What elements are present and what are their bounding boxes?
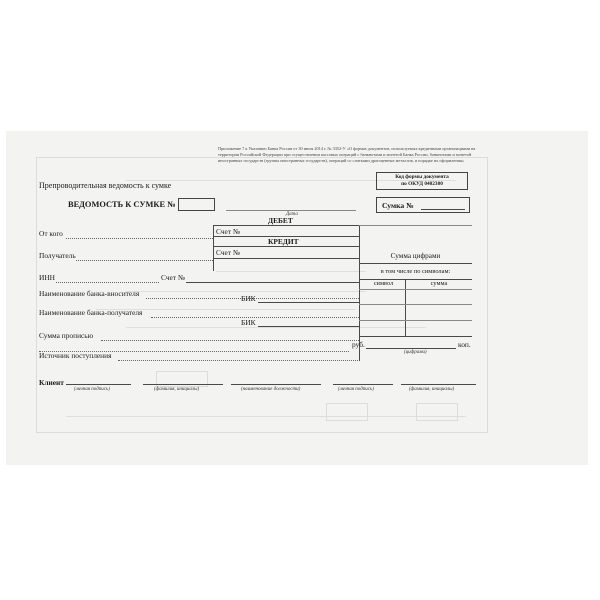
amount-words-label: Сумма прописью [39,331,94,340]
date-caption: Дата [286,212,298,217]
col-symbol: символ [373,280,394,287]
bik-recipient-label: БИК [241,318,256,327]
source-label: Источник поступления [39,351,112,360]
form-code-line1: Код формы документа [395,174,449,180]
rub-label: руб. [352,340,365,349]
client-caption-signature: (личная подпись) [74,387,110,392]
statement-number-field[interactable] [178,198,215,211]
form-code-line2: по ОКУД 0402300 [401,181,443,187]
form-code-box [376,172,468,190]
bag-number-box [376,197,470,213]
account-label: Счет № [161,273,185,282]
bank-sender-label: Наименование банка-вносителя [39,289,140,298]
transmittal-title: Препроводительная ведомость к сумке [39,181,172,190]
bank-recipient-label: Наименование банка-получателя [39,308,143,317]
recipient-label: Получатель [39,251,76,260]
credit-title: КРЕДИТ [268,237,299,246]
appendix-text: Приложение 7 к Указанию Банка России от 30 июля 2014 г. № 3352-У «О формах документов, используемых кредитными организациями на территории Российской Федерации при осуществлении кассовых операций с банкнотами и монетой Банка России, банкнотами и монетой иностранных государств (группы иностранных государств), операций со слитками драгоценных металлов, и порядке их оформления» [218,146,476,163]
statement-title: ВЕДОМОСТЬ К СУМКЕ № [68,200,176,209]
client-caption-position: (наименование должности) [241,387,301,392]
bag-number-label: Сумка № [382,201,414,210]
credit-account-label: Счет № [216,248,240,257]
bik-sender-label: БИК [241,294,256,303]
client-label: Клиент [39,378,64,387]
client-caption-name-2: (фамилия, инициалы) [409,387,455,392]
digits-caption: (цифрами) [404,350,427,355]
client-caption-name: (фамилия, инициалы) [154,387,200,392]
debit-title: ДЕБЕТ [268,216,293,225]
inn-label: ИНН [39,273,56,282]
debit-from-label: От кого [39,229,63,238]
client-caption-signature-2: (личная подпись) [338,387,374,392]
form-sheet [6,131,588,465]
amount-digits-title: Сумма цифрами [390,252,441,260]
debit-account-label: Счет № [216,227,240,236]
kop-label: коп. [458,340,471,349]
col-amount: сумма [430,280,448,287]
amount-subtitle: в том числе по символам: [380,268,451,275]
